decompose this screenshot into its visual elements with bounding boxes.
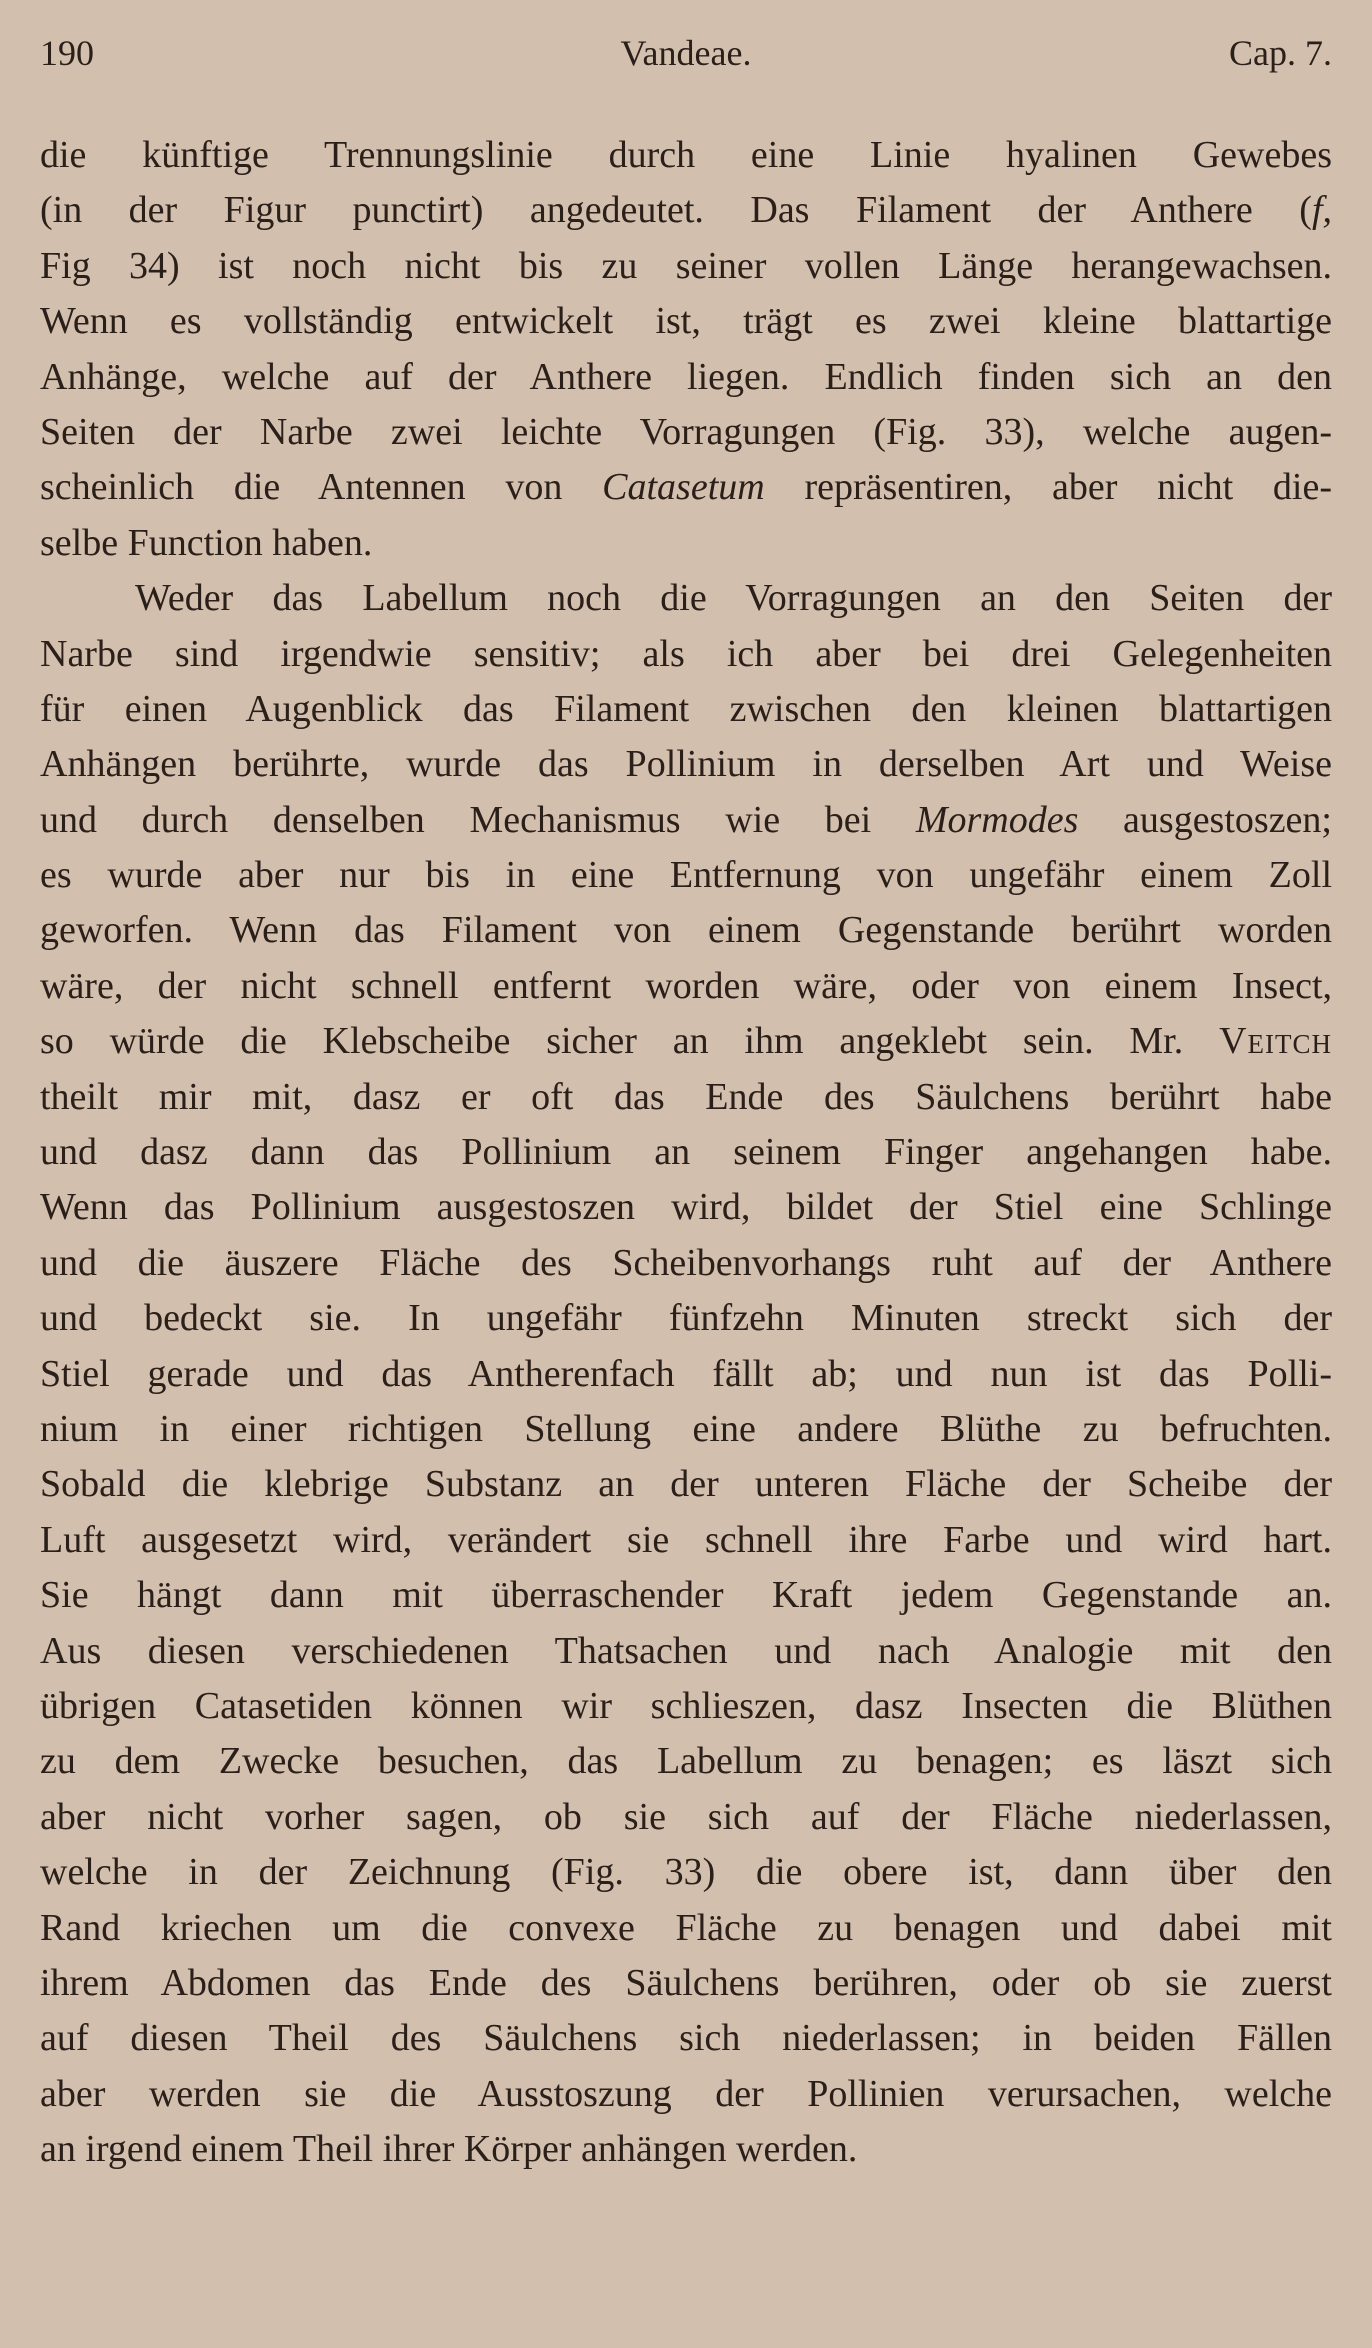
text-line: aber werden sie die Ausstoszung der Pollinien verursachen, welche	[40, 2072, 1332, 2115]
text-line: es wurde aber nur bis in eine Entfernung von ungefähr einem Zoll	[40, 854, 1332, 897]
body-text	[40, 128, 1332, 2177]
text-line: ihrem Abdomen das Ende des Säulchens berühren, oder ob sie zuerst	[40, 1961, 1332, 2004]
text-line: Aus diesen verschiedenen Thatsachen und nach Analogie mit den	[40, 1629, 1332, 1672]
text-line: Weder das Labellum noch die Vorragungen an den Seiten der	[135, 577, 1332, 620]
text-line: Luft ausgesetzt wird, verändert sie schnell ihre Farbe und wird hart.	[40, 1518, 1332, 1561]
italic-term: Mormodes	[915, 798, 1079, 841]
text-line: welche in der Zeichnung (Fig. 33) die obere ist, dann über den	[40, 1851, 1332, 1894]
text-line: nium in einer richtigen Stellung eine andere Blüthe zu befruchten.	[40, 1407, 1332, 1450]
text-line: Stiel gerade und das Antherenfach fällt ab; und nun ist das Polli-	[40, 1352, 1332, 1395]
text-line: geworfen. Wenn das Filament von einem Gegenstande berührt worden	[40, 909, 1332, 952]
chapter-label: Cap. 7.	[1229, 33, 1332, 73]
text-line: Anhängen berührte, wurde das Pollinium in derselben Art und Weise	[40, 743, 1332, 786]
text-line: Anhänge, welche auf der Anthere liegen. Endlich finden sich an den	[40, 355, 1332, 398]
italic-term: Catasetum	[602, 466, 765, 509]
text-line: Sobald die klebrige Substanz an der unteren Fläche der Scheibe der	[40, 1463, 1332, 1506]
text-line: Seiten der Narbe zwei leichte Vorragungen (Fig. 33), welche augen-	[40, 410, 1332, 453]
text-line: Fig 34) ist noch nicht bis zu seiner vollen Länge herangewachsen.	[40, 244, 1332, 287]
text-line: und die äuszere Fläche des Scheibenvorhangs ruht auf der Anthere	[40, 1241, 1332, 1284]
text-line: für einen Augenblick das Filament zwischen den kleinen blattartigen	[40, 687, 1332, 730]
text-line: selbe Function haben.	[40, 521, 373, 564]
text-line: die künftige Trennungslinie durch eine Linie hyalinen Gewebes	[40, 134, 1332, 176]
text-line: an irgend einem Theil ihrer Körper anhängen werden.	[40, 2128, 858, 2171]
running-title: Vandeae.	[620, 33, 752, 73]
running-header	[40, 28, 1332, 78]
text-line: scheinlich die Antennen von Catasetum repräsentiren, aber nicht die-	[40, 466, 1332, 509]
text-line: auf diesen Theil des Säulchens sich niederlassen; in beiden Fällen	[40, 2017, 1332, 2060]
text-line: Narbe sind irgendwie sensitiv; als ich aber bei drei Gelegenheiten	[40, 632, 1332, 675]
text-line: Wenn das Pollinium ausgestoszen wird, bildet der Stiel eine Schlinge	[40, 1186, 1332, 1229]
text-line: Rand kriechen um die convexe Fläche zu benagen und dabei mit	[40, 1906, 1332, 1949]
text-line: aber nicht vorher sagen, ob sie sich auf der Fläche niederlassen,	[40, 1795, 1332, 1838]
text-line: (in der Figur punctirt) angedeutet. Das Filament der Anthere (f,	[40, 189, 1332, 232]
text-line: theilt mir mit, dasz er oft das Ende des Säulchens berührt habe	[40, 1075, 1332, 1118]
text-line: zu dem Zwecke besuchen, das Labellum zu benagen; es läszt sich	[40, 1740, 1332, 1783]
text-line: so würde die Klebscheibe sicher an ihm angeklebt sein. Mr. Veitch	[40, 1020, 1332, 1063]
paragraph	[40, 571, 1332, 2177]
page-number: 190	[40, 33, 94, 73]
text-line: und bedeckt sie. In ungefähr fünfzehn Minuten streckt sich der	[40, 1297, 1332, 1340]
text-line: Sie hängt dann mit überraschender Kraft jedem Gegenstande an.	[40, 1574, 1332, 1617]
text-line: und durch denselben Mechanismus wie bei Mormodes ausgestoszen;	[40, 798, 1332, 841]
text-line: wäre, der nicht schnell entfernt worden wäre, oder von einem Insect,	[40, 964, 1332, 1007]
text-line: und dasz dann das Pollinium an seinem Finger angehangen habe.	[40, 1131, 1332, 1174]
text-line: Wenn es vollständig entwickelt ist, trägt es zwei kleine blattartige	[40, 300, 1332, 343]
text-line: übrigen Catasetiden können wir schlieszen, dasz Insecten die Blüthen	[40, 1684, 1332, 1727]
italic-term: f,	[1311, 189, 1332, 232]
small-caps-name: Veitch	[1219, 1020, 1332, 1063]
paragraph	[40, 128, 1332, 571]
